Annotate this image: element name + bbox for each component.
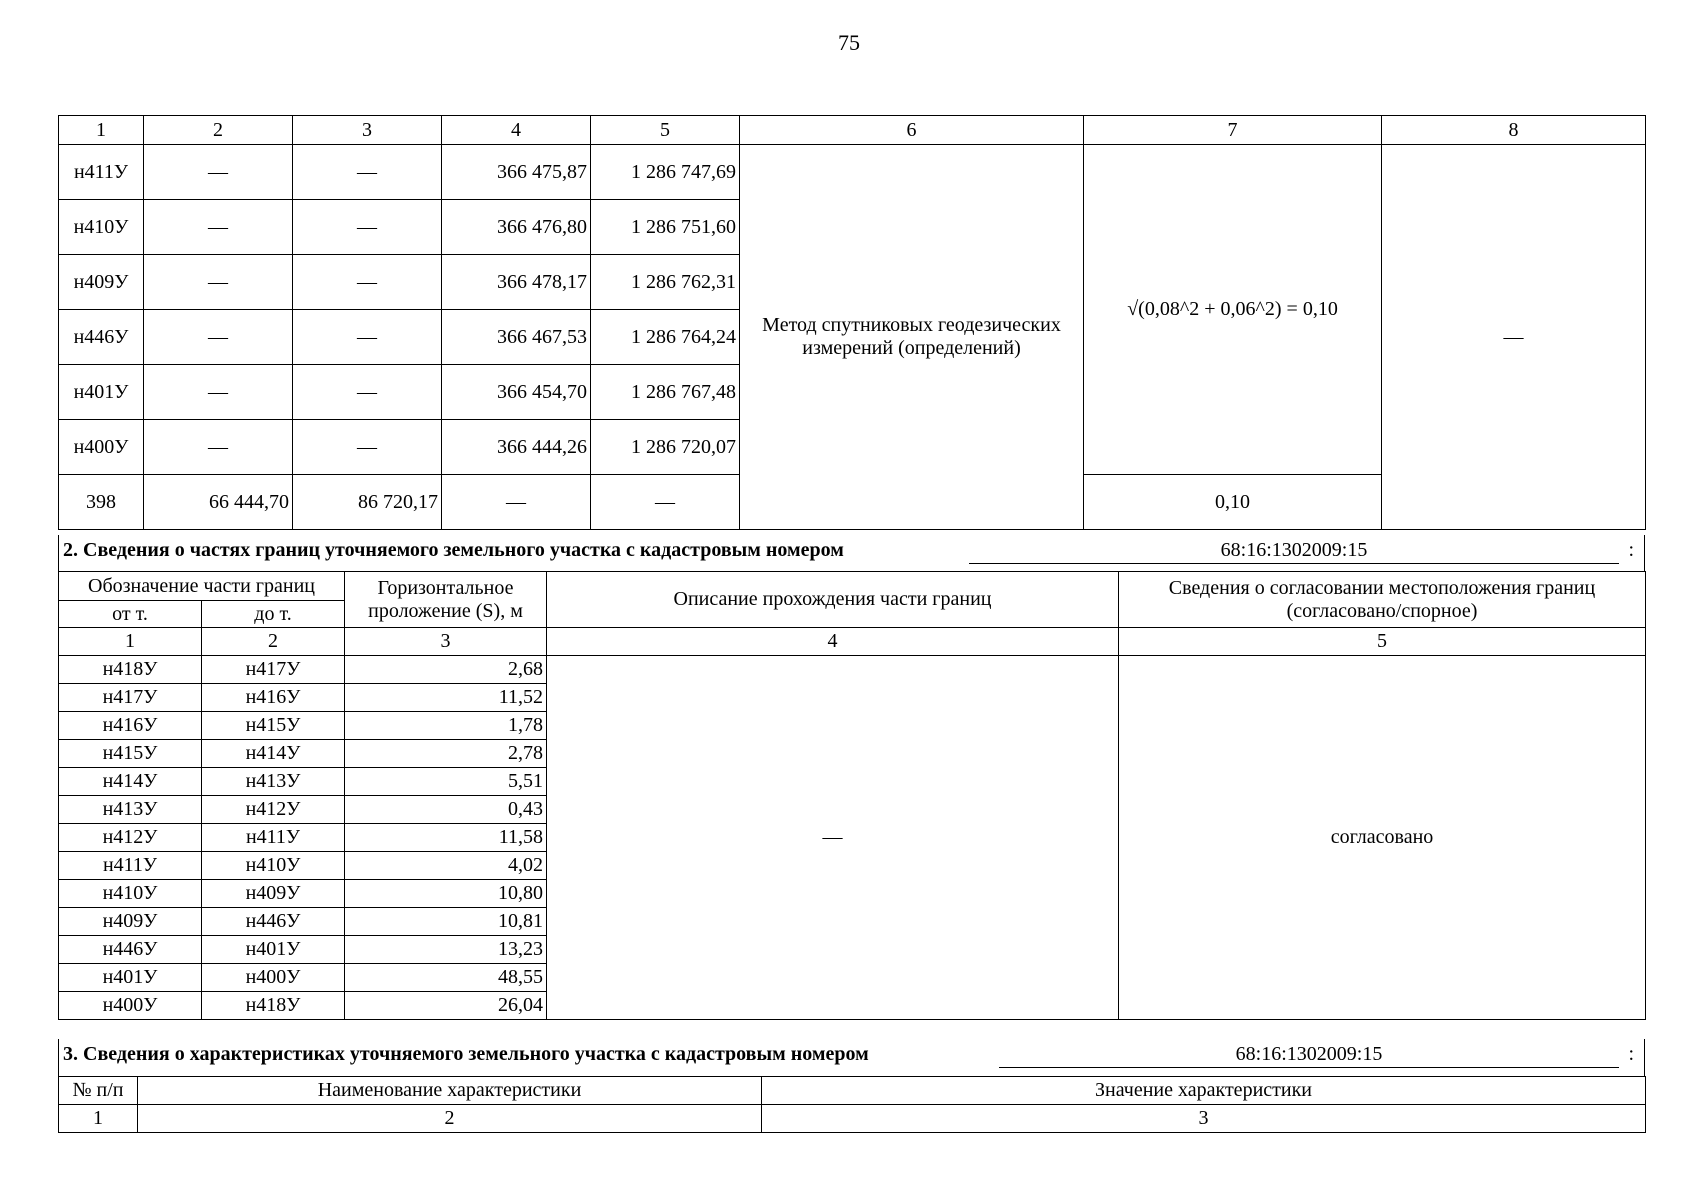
section-2-colon: : [1628,539,1634,561]
description-cell: — [547,656,1119,1020]
column-number-row [59,116,1646,145]
cell: — [144,200,293,255]
to-point: н415У [202,712,345,740]
horizontal-distance: 11,52 [345,684,547,712]
point-name: н409У [59,255,144,310]
point-name: н411У [59,145,144,200]
page-number: 75 [838,30,860,55]
to-point: н446У [202,908,345,936]
col-number: 1 [59,628,202,656]
to-point: н410У [202,852,345,880]
name-header: Наименование характеристики [138,1077,762,1105]
coord-x: 366 478,17 [442,255,591,310]
table-row [59,145,1646,200]
from-point: н415У [59,740,202,768]
to-point: н412У [202,796,345,824]
col-number: 4 [442,116,591,145]
col-number: 2 [202,628,345,656]
col-number: 2 [144,116,293,145]
col-number: 3 [345,628,547,656]
coord-y: 1 286 764,24 [591,310,740,365]
cell: — [293,255,442,310]
coord-x: 366 467,53 [442,310,591,365]
horizontal-distance: 4,02 [345,852,547,880]
col-number: 1 [59,116,144,145]
to-point: н417У [202,656,345,684]
cell: — [293,420,442,475]
cell: — [293,145,442,200]
from-point: н418У [59,656,202,684]
cell: 86 720,17 [293,475,442,530]
description-header: Описание прохождения части границ [547,572,1119,628]
coord-x: — [442,475,591,530]
col-number: 5 [1119,628,1646,656]
method-cell: Метод спутниковых геодезических измерений (определений) [740,145,1084,530]
to-point: н401У [202,936,345,964]
from-point: н413У [59,796,202,824]
from-point: н411У [59,852,202,880]
coord-y: 1 286 751,60 [591,200,740,255]
coord-y: 1 286 767,48 [591,365,740,420]
point-name: н401У [59,365,144,420]
from-header: от т. [59,601,202,628]
to-point: н400У [202,964,345,992]
horizontal-distance: 11,58 [345,824,547,852]
value-header: Значение характеристики [762,1077,1646,1105]
accuracy-formula-cell: √(0,08^2 + 0,06^2) = 0,10 [1084,145,1382,475]
agreement-header: Сведения о согласовании местоположения границ (согласовано/спорное) [1119,572,1646,628]
section-3-colon: : [1628,1043,1634,1065]
coord-x: 366 476,80 [442,200,591,255]
cell: — [144,420,293,475]
to-point: н411У [202,824,345,852]
point-name: н410У [59,200,144,255]
horizontal-distance: 2,78 [345,740,547,768]
coord-x: 366 475,87 [442,145,591,200]
col-number: 3 [762,1105,1646,1133]
point-name: н446У [59,310,144,365]
coord-x: 366 444,26 [442,420,591,475]
column-number-row [59,1105,1646,1133]
horizontal-header: Горизонтальное проложение (S), м [345,572,547,628]
col8-cell: — [1382,145,1646,530]
point-name: 398 [59,475,144,530]
horizontal-distance: 48,55 [345,964,547,992]
col-number: 1 [59,1105,138,1133]
to-point: н414У [202,740,345,768]
coord-y: 1 286 762,31 [591,255,740,310]
cell: — [293,310,442,365]
section-2-header [58,535,1645,571]
section-3-header [58,1039,1645,1076]
num-header: № п/п [59,1077,138,1105]
cell: — [144,145,293,200]
col-number: 4 [547,628,1119,656]
cell: — [144,310,293,365]
horizontal-distance: 10,81 [345,908,547,936]
coord-y: — [591,475,740,530]
section-3-cadastral-number: 68:16:1302009:15 [999,1043,1619,1068]
cell: — [293,365,442,420]
from-point: н401У [59,964,202,992]
cell: — [144,365,293,420]
horizontal-distance: 10,80 [345,880,547,908]
from-point: н400У [59,992,202,1020]
boundary-parts-table [58,571,1646,1020]
horizontal-distance: 26,04 [345,992,547,1020]
from-point: н416У [59,712,202,740]
coordinates-table [58,115,1646,530]
horizontal-distance: 13,23 [345,936,547,964]
coord-x: 366 454,70 [442,365,591,420]
col-number: 7 [1084,116,1382,145]
characteristics-table [58,1076,1646,1133]
header-row [59,1077,1646,1105]
to-point: н416У [202,684,345,712]
agreement-cell: согласовано [1119,656,1646,1020]
from-point: н412У [59,824,202,852]
col-number: 6 [740,116,1084,145]
from-point: н417У [59,684,202,712]
from-point: н414У [59,768,202,796]
coord-y: 1 286 720,07 [591,420,740,475]
col-number: 8 [1382,116,1646,145]
col-number: 5 [591,116,740,145]
col-number: 2 [138,1105,762,1133]
horizontal-distance: 0,43 [345,796,547,824]
section-2-title: 2. Сведения о частях границ уточняемого земельного участка с кадастровым номером [63,539,844,561]
cell: — [144,255,293,310]
cell: 66 444,70 [144,475,293,530]
section-2-cadastral-number: 68:16:1302009:15 [969,539,1619,564]
horizontal-distance: 2,68 [345,656,547,684]
to-header: до т. [202,601,345,628]
col-number: 3 [293,116,442,145]
to-point: н409У [202,880,345,908]
to-point: н418У [202,992,345,1020]
column-number-row [59,628,1646,656]
from-point: н409У [59,908,202,936]
coord-y: 1 286 747,69 [591,145,740,200]
part-designation-header: Обозначение части границ [59,572,345,601]
to-point: н413У [202,768,345,796]
from-point: н446У [59,936,202,964]
section-3-title: 3. Сведения о характеристиках уточняемого земельного участка с кадастровым номером [63,1043,869,1065]
cell: — [293,200,442,255]
from-point: н410У [59,880,202,908]
table-row [59,656,1646,684]
accuracy-last-cell: 0,10 [1084,475,1382,530]
horizontal-distance: 5,51 [345,768,547,796]
header-row [59,572,1646,601]
horizontal-distance: 1,78 [345,712,547,740]
point-name: н400У [59,420,144,475]
